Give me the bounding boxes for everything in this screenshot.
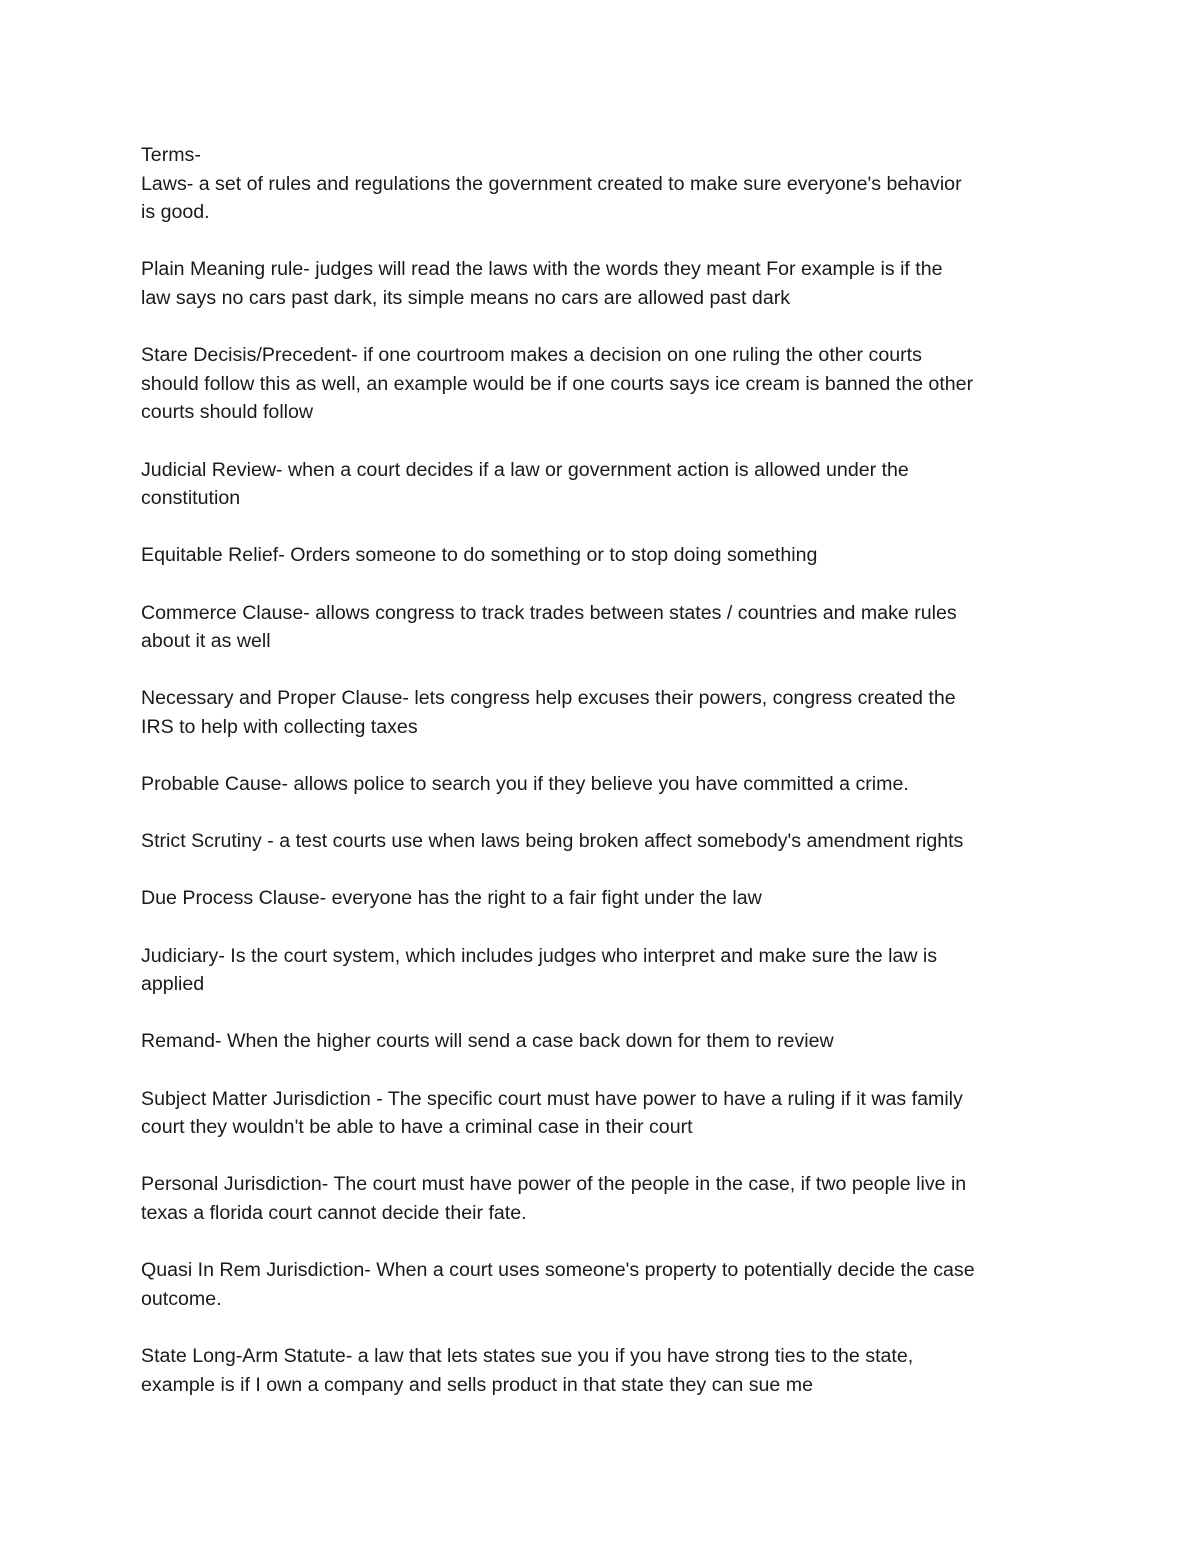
term-plain-meaning-rule: Plain Meaning rule- judges will read the laws with the words they meant For example is if the law says no cars past dark, its simple means no cars are allowed past dark xyxy=(141,258,943,309)
term-equitable-relief: Equitable Relief- Orders someone to do something or to stop doing something xyxy=(141,544,818,567)
term-quasi-in-rem-jurisdiction: Quasi In Rem Jurisdiction- When a court uses someone's property to potentially decide the case outcome. xyxy=(141,1259,975,1310)
term-judiciary: Judiciary- Is the court system, which includes judges who interpret and make sure the law is applied xyxy=(141,944,938,996)
document-heading: Terms- xyxy=(141,144,201,166)
term-commerce-clause: Commerce Clause- allows congress to track trades between states / countries and make rules about it as well xyxy=(141,601,957,653)
term-necessary-proper-clause: Necessary and Proper Clause- lets congress help excuses their powers, congress created the IRS to help with collecting taxes xyxy=(141,687,956,738)
term-judicial-review: Judicial Review- when a court decides if a law or government action is allowed under the constitution xyxy=(141,458,909,510)
term-due-process-clause: Due Process Clause- everyone has the right to a fair fight under the law xyxy=(141,887,762,910)
term-stare-decisis: Stare Decisis/Precedent- if one courtroom makes a decision on one ruling the other courts should follow this as well, an example would be if one courts says ice cream is banned the other courts should follow xyxy=(141,344,974,424)
term-state-long-arm-statute: State Long-Arm Statute- a law that lets states sue you if you have strong ties to the state, example is if I own a company and sells product in that state they can sue me xyxy=(141,1344,914,1396)
term-strict-scrutiny: Strict Scrutiny - a test courts use when laws being broken affect somebody's amendment rights xyxy=(141,830,964,853)
term-laws: Laws- a set of rules and regulations the government created to make sure everyone's behavior is good. xyxy=(141,172,962,224)
term-personal-jurisdiction: Personal Jurisdiction- The court must have power of the people in the case, if two people live in texas a florida court cannot decide their fate. xyxy=(141,1173,967,1224)
term-probable-cause: Probable Cause- allows police to search you if they believe you have committed a crime. xyxy=(141,773,909,796)
term-subject-matter-jurisdiction: Subject Matter Jurisdiction - The specific court must have power to have a ruling if it was family court they wouldn't be able to have a criminal case in their court xyxy=(141,1087,963,1139)
document-page xyxy=(141,141,1066,1428)
term-remand: Remand- When the higher courts will send a case back down for them to review xyxy=(141,1030,834,1053)
